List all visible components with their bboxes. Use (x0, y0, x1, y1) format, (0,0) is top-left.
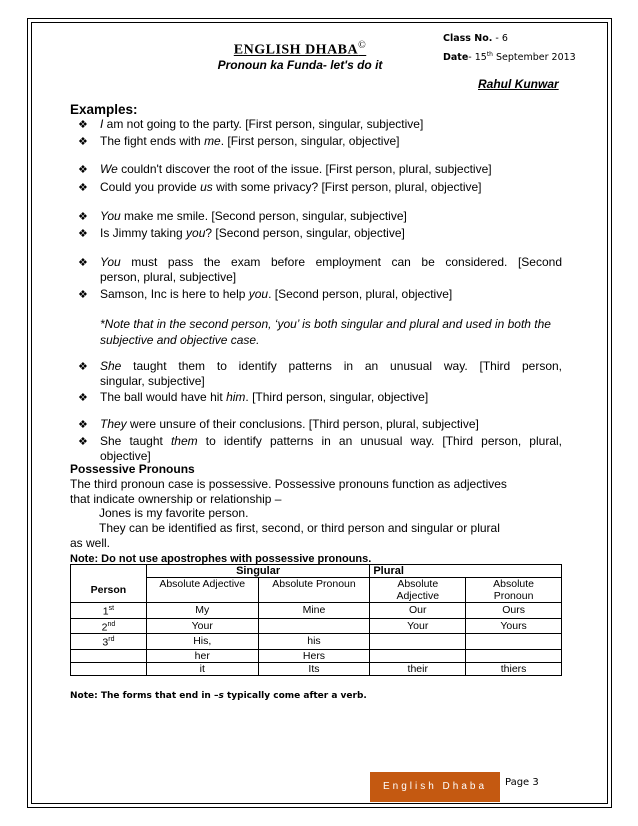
date: Date- 15th September 2013 (443, 51, 576, 64)
table-cell (370, 649, 466, 662)
table-cell (258, 618, 370, 634)
pronoun-table (70, 564, 562, 676)
bullet-icon: ❖ (78, 136, 88, 148)
column-header: Absolute Adjective (146, 578, 258, 603)
table-cell: it (146, 662, 258, 675)
example-item: ❖ You must pass the exam before employment can be considered. [Second person, plural, subjective] (78, 255, 562, 284)
table-row (71, 662, 562, 675)
table-cell (466, 634, 562, 650)
table-row (71, 603, 562, 619)
class-number: Class No. - 6 (443, 33, 508, 44)
bullet-icon: ❖ (78, 182, 88, 194)
table-cell (466, 649, 562, 662)
bullet-icon: ❖ (78, 289, 88, 301)
example-item: ❖ They were unsure of their conclusions. [Third person, plural, subjective] (78, 417, 479, 431)
table-cell: 3rd (71, 634, 147, 650)
table-cell: their (370, 662, 466, 675)
example-item: ❖ Samson, Inc is here to help you. [Second person, plural, objective] (78, 287, 453, 301)
table-cell (370, 634, 466, 650)
possessive-text: They can be identified as first, second, or third person and singular or plural (99, 521, 500, 535)
table-cell: Hers (258, 649, 370, 662)
possessive-text: as well. (70, 536, 111, 550)
table-cell: My (146, 603, 258, 619)
example-item: ❖ She taught them to identify patterns in an unusual way. [Third person, singular, subjective] (78, 359, 562, 388)
author-name: Rahul Kunwar (478, 77, 559, 91)
bullet-icon: ❖ (78, 361, 88, 373)
bullet-icon: ❖ (78, 228, 88, 240)
column-header: Absolute Pronoun (466, 578, 562, 603)
example-item: ❖ You make me smile. [Second person, singular, subjective] (78, 209, 407, 223)
table-cell: His, (146, 634, 258, 650)
bullet-icon: ❖ (78, 119, 88, 131)
table-cell: Mine (258, 603, 370, 619)
possessive-text: that indicate ownership or relationship – (70, 492, 282, 506)
example-item: ❖ The ball would have hit him. [Third person, singular, objective] (78, 390, 429, 404)
possessive-text: The third pronoun case is possessive. Possessive pronouns function as adjectives (70, 477, 507, 491)
table-cell (71, 649, 147, 662)
table-cell: her (146, 649, 258, 662)
bullet-icon: ❖ (78, 164, 88, 176)
examples-heading: Examples: (70, 102, 138, 117)
possessive-heading: Possessive Pronouns (70, 462, 195, 476)
bullet-icon: ❖ (78, 392, 88, 404)
table-cell: Your (146, 618, 258, 634)
table-row (71, 578, 562, 603)
table-cell: Yours (466, 618, 562, 634)
table-cell: his (258, 634, 370, 650)
table-cell: thiers (466, 662, 562, 675)
table-cell: Its (258, 662, 370, 675)
table-row (71, 634, 562, 650)
example-item: ❖ The fight ends with me. [First person, singular, objective] (78, 134, 400, 148)
column-header: Absolute Adjective (370, 578, 466, 603)
possessive-example: Jones is my favorite person. (99, 506, 249, 520)
bullet-icon: ❖ (78, 257, 88, 269)
example-item: ❖ Is Jimmy taking you? [Second person, singular, objective] (78, 226, 405, 240)
example-item: ❖ Could you provide us with some privacy? [First person, plural, objective] (78, 180, 482, 194)
plural-header: Plural (370, 565, 562, 578)
second-person-note: *Note that in the second person, ‘you’ is both singular and plural and used in both the subjective and objective case. (100, 317, 551, 347)
table-cell (71, 662, 147, 675)
footer-brand: English Dhaba (370, 772, 500, 802)
table-row (71, 618, 562, 634)
example-item: ❖ She taught them to identify patterns in an unusual way. [Third person, plural, objective] (78, 434, 562, 463)
verb-footnote: Note: The forms that end in –s typically come after a verb. (70, 691, 367, 701)
person-column-header: Person (71, 578, 147, 603)
table-row (71, 649, 562, 662)
copyright-symbol: © (358, 40, 367, 51)
apostrophe-note: Note: Do not use apostrophes with possessive pronouns. (70, 553, 372, 565)
table-cell: Ours (466, 603, 562, 619)
table-cell: Your (370, 618, 466, 634)
bullet-icon: ❖ (78, 211, 88, 223)
example-item: ❖ We couldn't discover the root of the issue. [First person, plural, subjective] (78, 162, 492, 176)
table-cell: 1st (71, 603, 147, 619)
table-cell: Our (370, 603, 466, 619)
table-cell: 2nd (71, 618, 147, 634)
document-subtitle: Pronoun ka Funda- let's do it (217, 58, 383, 72)
singular-header: Singular (146, 565, 369, 578)
table-row (71, 565, 562, 578)
page-number: Page 3 (505, 777, 539, 788)
bullet-icon: ❖ (78, 419, 88, 431)
column-header: Absolute Pronoun (258, 578, 370, 603)
document-title: ENGLISH DHABA© (233, 40, 367, 58)
example-item: ❖ I am not going to the party. [First person, singular, subjective] (78, 117, 424, 131)
bullet-icon: ❖ (78, 436, 88, 448)
